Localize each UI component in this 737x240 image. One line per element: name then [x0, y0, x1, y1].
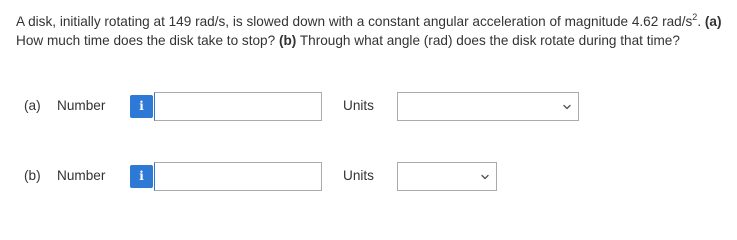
part-a-label: (a)	[24, 98, 41, 113]
part-a-question: How much time does the disk take to stop?	[16, 33, 279, 48]
number-label-a: Number	[57, 98, 106, 113]
part-a-tag: (a)	[704, 14, 722, 29]
info-icon[interactable]: i	[130, 95, 153, 118]
question-exponent: 2	[692, 12, 698, 22]
units-select-a[interactable]	[397, 92, 579, 121]
units-label-a: Units	[343, 98, 374, 113]
number-input-b[interactable]	[154, 162, 322, 191]
question-intro: A disk, initially rotating at 149 rad/s, is slowed down with a constant angular acceleration of magnitude 4.62 rad/s	[16, 14, 693, 29]
answer-row-b	[0, 160, 737, 192]
number-label-b: Number	[57, 168, 106, 183]
part-b-label: (b)	[24, 168, 41, 183]
question-text	[16, 12, 728, 50]
chevron-down-icon	[563, 103, 571, 111]
number-input-a[interactable]	[154, 92, 322, 121]
chevron-down-icon	[481, 173, 489, 181]
part-b-question: Through what angle (rad) does the disk rotate during that time?	[296, 33, 680, 48]
question-separator: .	[697, 14, 705, 29]
part-b-tag: (b)	[278, 33, 297, 48]
units-label-b: Units	[343, 168, 374, 183]
answer-row-a	[0, 90, 737, 122]
info-icon[interactable]: i	[130, 165, 153, 188]
units-select-b[interactable]	[397, 162, 497, 191]
